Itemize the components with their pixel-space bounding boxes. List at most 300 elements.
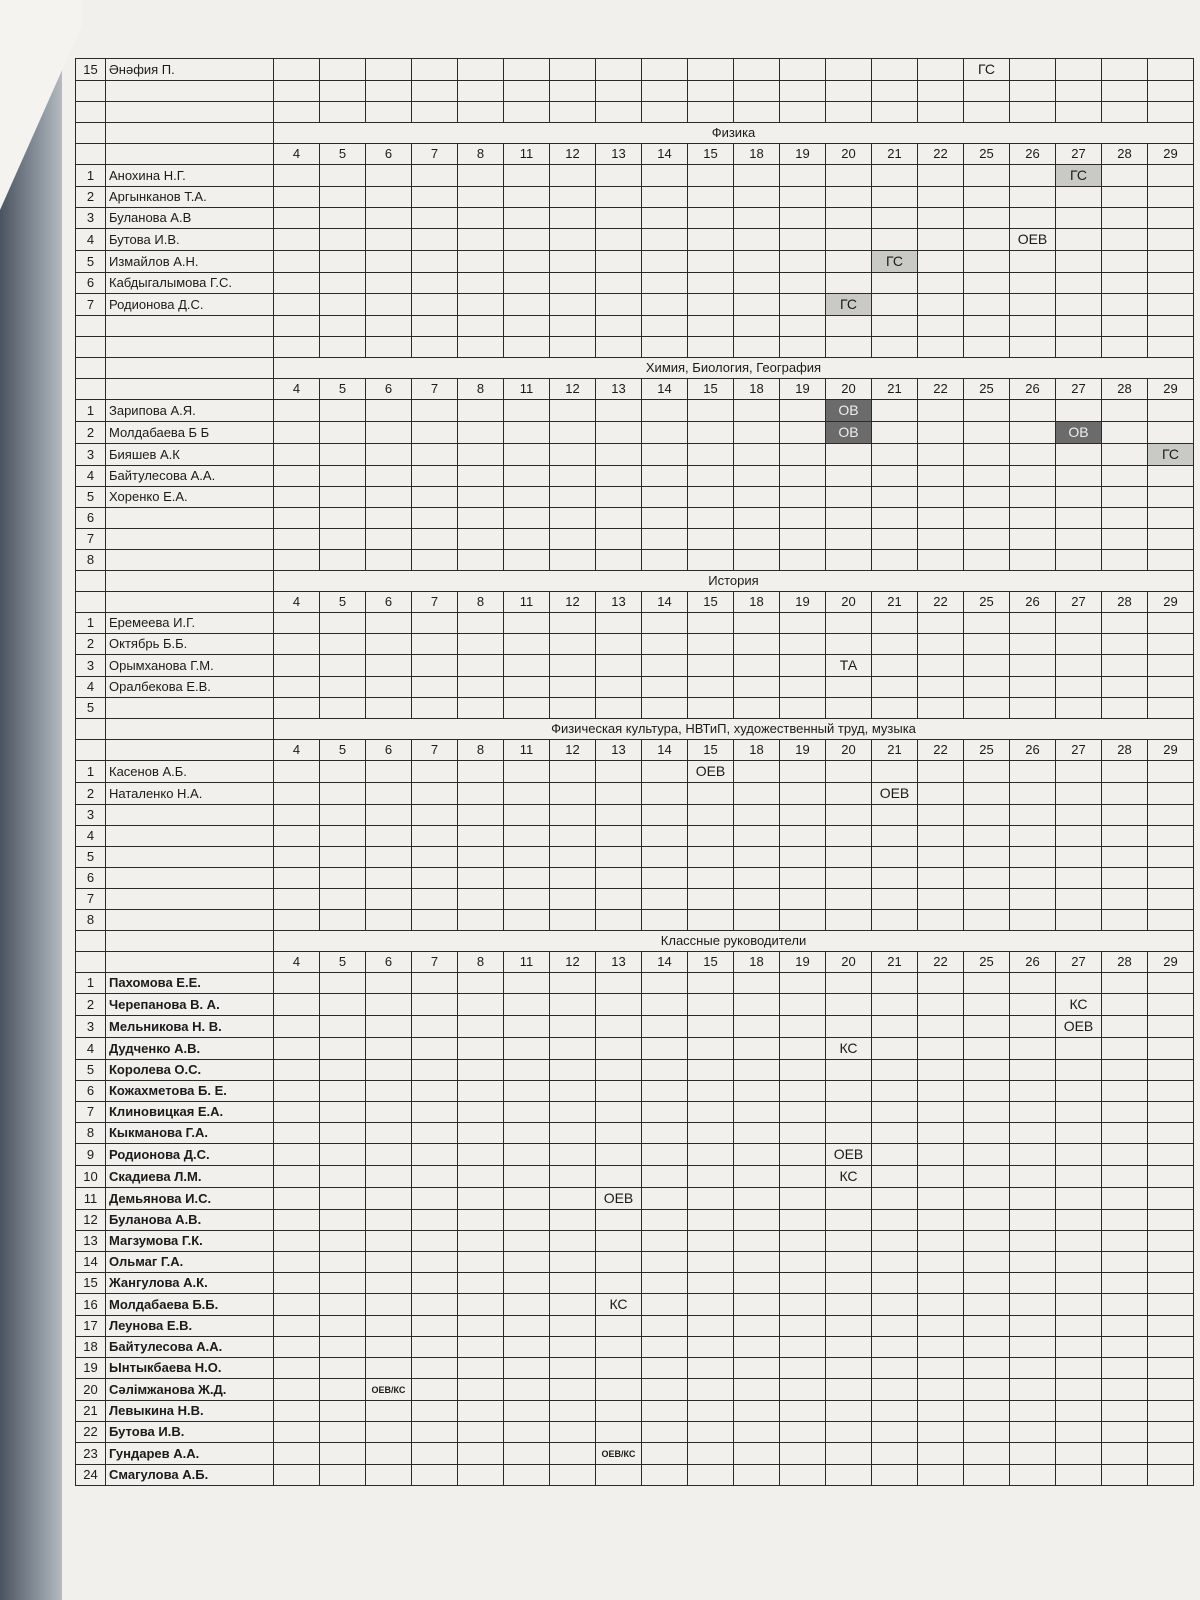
day-cell xyxy=(780,1123,826,1144)
table-row xyxy=(76,805,1194,826)
day-cell xyxy=(1148,400,1194,422)
row-number: 8 xyxy=(76,550,106,571)
day-cell xyxy=(412,487,458,508)
day-cell xyxy=(366,994,412,1016)
day-cell xyxy=(688,102,734,123)
table-row xyxy=(76,1252,1194,1273)
day-cell xyxy=(826,1252,872,1273)
day-cell xyxy=(918,102,964,123)
day-cell xyxy=(596,529,642,550)
day-cell xyxy=(550,826,596,847)
teacher-name: Леунова Е.В. xyxy=(106,1316,274,1337)
day-cell xyxy=(826,1081,872,1102)
day-cell xyxy=(550,400,596,422)
day-header: 22 xyxy=(918,740,964,761)
day-cell xyxy=(274,1231,320,1252)
day-cell xyxy=(1148,1016,1194,1038)
day-cell xyxy=(1056,251,1102,273)
day-cell xyxy=(642,677,688,698)
day-cell xyxy=(1056,868,1102,889)
day-cell xyxy=(366,889,412,910)
day-cell xyxy=(688,294,734,316)
day-cell xyxy=(412,698,458,719)
day-header: 13 xyxy=(596,952,642,973)
day-cell xyxy=(504,1358,550,1379)
day-cell xyxy=(642,251,688,273)
day-cell xyxy=(366,1465,412,1486)
day-cell xyxy=(872,187,918,208)
day-cell xyxy=(504,550,550,571)
day-cell xyxy=(458,1337,504,1358)
day-cell xyxy=(366,973,412,994)
day-cell xyxy=(412,316,458,337)
day-cell xyxy=(412,1337,458,1358)
day-header: 27 xyxy=(1056,952,1102,973)
day-cell xyxy=(734,1231,780,1252)
day-cell xyxy=(1102,1465,1148,1486)
day-cell xyxy=(1010,994,1056,1016)
day-cell xyxy=(918,826,964,847)
day-cell xyxy=(780,847,826,868)
teacher-name xyxy=(106,868,274,889)
day-cell xyxy=(274,529,320,550)
day-cell xyxy=(320,1422,366,1443)
day-cell xyxy=(320,783,366,805)
day-cell xyxy=(780,466,826,487)
day-header: 18 xyxy=(734,952,780,973)
day-header: 7 xyxy=(412,379,458,400)
mark-label: ОВ xyxy=(838,402,859,418)
day-cell xyxy=(320,1060,366,1081)
day-cell xyxy=(780,889,826,910)
day-cell xyxy=(780,208,826,229)
day-cell xyxy=(366,1166,412,1188)
day-cell xyxy=(780,1443,826,1465)
day-header: 20 xyxy=(826,740,872,761)
day-cell xyxy=(1056,761,1102,783)
day-cell xyxy=(596,613,642,634)
day-cell xyxy=(1102,698,1148,719)
day-cell xyxy=(1010,1337,1056,1358)
row-number: 1 xyxy=(76,973,106,994)
day-cell xyxy=(734,1443,780,1465)
day-cell xyxy=(642,1188,688,1210)
day-cell xyxy=(642,102,688,123)
day-cell xyxy=(872,1166,918,1188)
day-cell xyxy=(872,316,918,337)
day-cell xyxy=(504,1102,550,1123)
day-cell xyxy=(1056,698,1102,719)
day-cell xyxy=(826,655,872,677)
day-header: 5 xyxy=(320,379,366,400)
day-cell xyxy=(872,655,918,677)
table-row xyxy=(76,165,1194,187)
day-cell xyxy=(1102,1038,1148,1060)
day-cell xyxy=(780,81,826,102)
day-cell xyxy=(274,1422,320,1443)
day-cell xyxy=(596,1337,642,1358)
table-row xyxy=(76,783,1194,805)
day-cell xyxy=(458,1081,504,1102)
day-cell xyxy=(550,761,596,783)
day-cell xyxy=(458,208,504,229)
day-cell xyxy=(366,698,412,719)
day-cell xyxy=(826,508,872,529)
day-cell xyxy=(366,1231,412,1252)
day-cell xyxy=(274,826,320,847)
day-cell xyxy=(642,1102,688,1123)
day-header: 13 xyxy=(596,592,642,613)
row-number: 19 xyxy=(76,1358,106,1379)
day-cell xyxy=(734,1144,780,1166)
day-cell xyxy=(1148,1123,1194,1144)
day-cell xyxy=(596,1358,642,1379)
day-cell xyxy=(596,1252,642,1273)
day-cell xyxy=(688,1358,734,1379)
day-cell xyxy=(1148,1038,1194,1060)
teacher-name: Дудченко А.В. xyxy=(106,1038,274,1060)
day-cell xyxy=(688,1231,734,1252)
teacher-name: Родионова Д.С. xyxy=(106,294,274,316)
day-cell xyxy=(642,889,688,910)
day-cell xyxy=(826,102,872,123)
day-cell xyxy=(1010,444,1056,466)
table-row xyxy=(76,847,1194,868)
row-number: 5 xyxy=(76,847,106,868)
day-cell xyxy=(1148,655,1194,677)
day-cell xyxy=(550,1144,596,1166)
day-cell xyxy=(642,1144,688,1166)
row-number xyxy=(76,571,106,592)
day-cell xyxy=(366,783,412,805)
day-cell xyxy=(596,783,642,805)
day-cell xyxy=(688,59,734,81)
day-cell xyxy=(780,1422,826,1443)
day-cell xyxy=(320,400,366,422)
day-cell xyxy=(504,1038,550,1060)
row-number: 9 xyxy=(76,1144,106,1166)
day-cell xyxy=(504,1337,550,1358)
day-cell xyxy=(918,1316,964,1337)
day-cell xyxy=(734,634,780,655)
day-cell xyxy=(1102,973,1148,994)
day-cell xyxy=(964,994,1010,1016)
day-cell xyxy=(1102,910,1148,931)
teacher-name: Ынтыкбаева Н.О. xyxy=(106,1358,274,1379)
day-header: 8 xyxy=(458,144,504,165)
day-cell xyxy=(918,229,964,251)
day-cell xyxy=(550,994,596,1016)
day-cell xyxy=(1056,1252,1102,1273)
day-cell xyxy=(1148,783,1194,805)
day-cell xyxy=(1010,826,1056,847)
day-cell xyxy=(1010,1210,1056,1231)
day-cell xyxy=(274,1379,320,1401)
day-cell xyxy=(550,1252,596,1273)
day-cell xyxy=(964,337,1010,358)
day-cell xyxy=(918,294,964,316)
day-cell xyxy=(1056,1016,1102,1038)
day-cell xyxy=(872,698,918,719)
teacher-name xyxy=(106,102,274,123)
day-cell xyxy=(964,1401,1010,1422)
day-cell xyxy=(412,1358,458,1379)
day-cell xyxy=(826,466,872,487)
day-cell xyxy=(274,1210,320,1231)
mark-label: ОЕВ xyxy=(603,1190,634,1206)
day-header: 6 xyxy=(366,592,412,613)
day-cell xyxy=(550,165,596,187)
day-cell xyxy=(1148,294,1194,316)
day-cell xyxy=(504,826,550,847)
day-cell xyxy=(1010,1465,1056,1486)
day-cell xyxy=(320,1081,366,1102)
day-header: 8 xyxy=(458,379,504,400)
row-number: 12 xyxy=(76,1210,106,1231)
day-cell xyxy=(596,187,642,208)
day-header: 22 xyxy=(918,144,964,165)
day-cell xyxy=(550,508,596,529)
day-cell xyxy=(458,165,504,187)
day-cell xyxy=(918,1379,964,1401)
day-cell xyxy=(734,847,780,868)
day-cell xyxy=(642,1443,688,1465)
day-cell xyxy=(1102,826,1148,847)
day-cell xyxy=(642,1273,688,1294)
day-cell xyxy=(366,613,412,634)
teacher-name: Мельникова Н. В. xyxy=(106,1016,274,1038)
day-cell xyxy=(1056,337,1102,358)
day-header: 19 xyxy=(780,592,826,613)
day-cell xyxy=(458,847,504,868)
day-cell xyxy=(688,529,734,550)
day-header: 26 xyxy=(1010,144,1056,165)
day-cell xyxy=(1148,1294,1194,1316)
teacher-name: Анохина Н.Г. xyxy=(106,165,274,187)
day-cell xyxy=(320,677,366,698)
day-cell xyxy=(1010,1060,1056,1081)
day-cell xyxy=(366,805,412,826)
day-cell xyxy=(366,59,412,81)
day-cell xyxy=(320,1337,366,1358)
day-cell xyxy=(964,165,1010,187)
day-cell xyxy=(1148,81,1194,102)
day-cell xyxy=(964,1316,1010,1337)
day-cell xyxy=(1010,847,1056,868)
day-header: 12 xyxy=(550,740,596,761)
day-cell xyxy=(320,1252,366,1273)
day-cell xyxy=(826,847,872,868)
day-cell xyxy=(642,994,688,1016)
day-cell xyxy=(780,1465,826,1486)
day-cell xyxy=(458,1273,504,1294)
day-cell xyxy=(734,1188,780,1210)
day-cell xyxy=(964,1273,1010,1294)
day-cell xyxy=(642,910,688,931)
day-cell xyxy=(642,761,688,783)
day-cell xyxy=(366,1422,412,1443)
day-cell xyxy=(918,1081,964,1102)
day-cell xyxy=(1148,889,1194,910)
day-cell xyxy=(550,1401,596,1422)
day-cell xyxy=(964,613,1010,634)
day-cell xyxy=(596,1273,642,1294)
day-cell xyxy=(688,187,734,208)
teacher-name xyxy=(106,337,274,358)
day-cell xyxy=(1102,783,1148,805)
row-number xyxy=(76,952,106,973)
day-cell xyxy=(1056,508,1102,529)
day-cell xyxy=(412,1316,458,1337)
day-header: 25 xyxy=(964,952,1010,973)
day-cell xyxy=(596,910,642,931)
day-cell xyxy=(366,677,412,698)
day-header: 25 xyxy=(964,144,1010,165)
day-cell xyxy=(458,1316,504,1337)
day-cell xyxy=(642,1081,688,1102)
day-cell xyxy=(688,400,734,422)
day-cell xyxy=(1010,1166,1056,1188)
teacher-name xyxy=(106,698,274,719)
day-cell xyxy=(1056,973,1102,994)
day-cell xyxy=(596,847,642,868)
day-cell xyxy=(1056,1038,1102,1060)
day-cell xyxy=(1148,847,1194,868)
day-cell xyxy=(1010,1316,1056,1337)
day-cell xyxy=(918,59,964,81)
day-cell xyxy=(734,1102,780,1123)
day-cell xyxy=(1056,1316,1102,1337)
row-number: 24 xyxy=(76,1465,106,1486)
mark-label: КС xyxy=(1069,996,1088,1012)
day-cell xyxy=(1010,229,1056,251)
day-header: 8 xyxy=(458,592,504,613)
day-header: 29 xyxy=(1148,592,1194,613)
day-cell xyxy=(550,208,596,229)
day-cell xyxy=(918,1166,964,1188)
day-cell xyxy=(734,208,780,229)
day-cell xyxy=(458,910,504,931)
day-cell xyxy=(780,1102,826,1123)
day-cell xyxy=(274,783,320,805)
mark-label: ТА xyxy=(839,657,858,673)
day-cell xyxy=(780,805,826,826)
day-cell xyxy=(550,1273,596,1294)
day-cell xyxy=(964,1252,1010,1273)
day-cell xyxy=(780,294,826,316)
mark-label: ОЕВ xyxy=(695,763,726,779)
day-cell xyxy=(642,444,688,466)
day-cell xyxy=(1010,1016,1056,1038)
day-header: 21 xyxy=(872,379,918,400)
day-cell xyxy=(412,613,458,634)
day-cell xyxy=(1148,229,1194,251)
name-header xyxy=(106,571,274,592)
table-row xyxy=(76,1273,1194,1294)
day-header: 14 xyxy=(642,379,688,400)
row-number: 15 xyxy=(76,59,106,81)
day-cell xyxy=(596,1294,642,1316)
day-cell xyxy=(1148,550,1194,571)
day-cell xyxy=(1010,422,1056,444)
day-cell xyxy=(320,81,366,102)
day-cell xyxy=(550,613,596,634)
day-cell xyxy=(964,826,1010,847)
day-cell xyxy=(964,677,1010,698)
day-cell xyxy=(1102,1123,1148,1144)
day-cell xyxy=(550,1188,596,1210)
day-cell xyxy=(688,508,734,529)
day-cell xyxy=(1010,466,1056,487)
table-row xyxy=(76,1358,1194,1379)
day-header: 28 xyxy=(1102,379,1148,400)
day-cell xyxy=(504,847,550,868)
day-cell xyxy=(366,910,412,931)
day-cell xyxy=(872,868,918,889)
day-cell xyxy=(872,889,918,910)
section-title: Физическая культура, НВТиП, художественный труд, музыка xyxy=(274,719,1194,740)
day-cell xyxy=(826,400,872,422)
day-cell xyxy=(964,1038,1010,1060)
day-cell xyxy=(458,783,504,805)
day-cell xyxy=(918,698,964,719)
day-cell xyxy=(366,1210,412,1231)
day-cell xyxy=(366,847,412,868)
day-cell xyxy=(596,1016,642,1038)
day-cell xyxy=(780,1401,826,1422)
day-cell xyxy=(320,187,366,208)
day-cell xyxy=(274,805,320,826)
day-header: 22 xyxy=(918,952,964,973)
day-cell xyxy=(1148,1465,1194,1486)
day-cell xyxy=(504,59,550,81)
day-cell xyxy=(1056,1166,1102,1188)
day-cell xyxy=(458,826,504,847)
day-cell xyxy=(550,294,596,316)
day-cell xyxy=(596,1401,642,1422)
row-number: 21 xyxy=(76,1401,106,1422)
row-number: 6 xyxy=(76,508,106,529)
mark-label: ГС xyxy=(977,61,996,77)
day-header: 29 xyxy=(1148,144,1194,165)
day-cell xyxy=(274,1401,320,1422)
day-cell xyxy=(1010,550,1056,571)
day-cell xyxy=(1010,868,1056,889)
day-cell xyxy=(688,165,734,187)
day-cell xyxy=(274,994,320,1016)
day-cell xyxy=(1056,208,1102,229)
day-cell xyxy=(826,294,872,316)
day-cell xyxy=(780,868,826,889)
day-cell xyxy=(412,973,458,994)
day-cell xyxy=(1148,1358,1194,1379)
day-cell xyxy=(688,1144,734,1166)
row-number: 3 xyxy=(76,805,106,826)
day-cell xyxy=(1148,634,1194,655)
day-header: 13 xyxy=(596,379,642,400)
day-cell xyxy=(688,251,734,273)
day-cell xyxy=(780,1144,826,1166)
day-cell xyxy=(320,1038,366,1060)
day-cell xyxy=(366,1144,412,1166)
day-cell xyxy=(366,1188,412,1210)
day-header: 27 xyxy=(1056,592,1102,613)
day-cell xyxy=(366,1443,412,1465)
day-header: 14 xyxy=(642,740,688,761)
day-cell xyxy=(734,655,780,677)
day-cell xyxy=(274,187,320,208)
day-cell xyxy=(642,165,688,187)
